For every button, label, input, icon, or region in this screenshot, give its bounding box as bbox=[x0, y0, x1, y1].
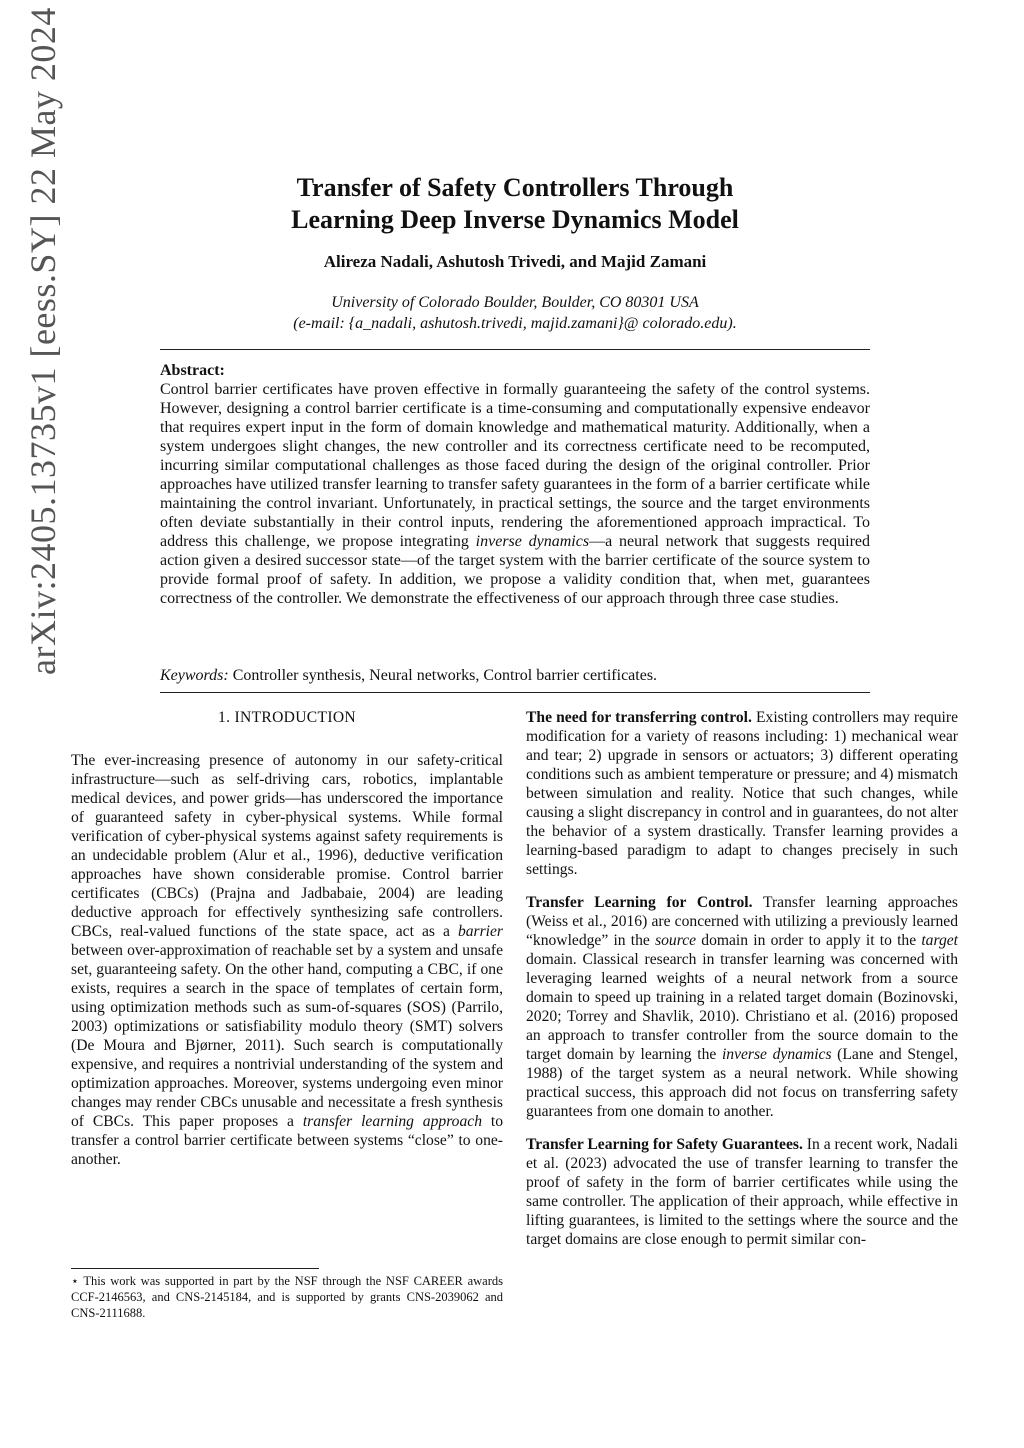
transfer-control-text-4: (Lane and Stengel, 1988) of the target system as a neural network. While showing practical success, this approach did not focus on transferring safety guarantees from one domain to another. bbox=[526, 1046, 959, 1120]
paragraph-heading-need: The need for transferring control. bbox=[526, 709, 752, 726]
paragraph-heading-safety: Transfer Learning for Safety Guarantees. bbox=[526, 1136, 803, 1153]
paragraph-need-for-transfer bbox=[526, 708, 958, 879]
paragraph-text-safety: In a recent work, Nadali et al. (2023) advocated the use of transfer learning to transfer the proof of safety in the form of barrier certificates while using the same controller. The application of their approach, while effective in lifting guarantees, is limited to the settings where the source and the target domains are close enough to permit similar con- bbox=[526, 1136, 958, 1248]
keywords-text: Controller synthesis, Neural networks, Control barrier certificates. bbox=[228, 667, 658, 684]
abstract-emphasis: inverse dynamics bbox=[475, 533, 590, 550]
abstract-text-2: —a neural network that suggests required action given a desired successor state—of the target system with the barrier certificate of the source system to provide formal proof of safety. In addition, we propose a validity condition that, when met, guarantees correctness of the controller. We demonstrate the effectiveness of our approach through three case studies. bbox=[160, 533, 870, 607]
intro-emphasis-transfer: transfer learning approach bbox=[302, 1113, 482, 1130]
footnote-rule bbox=[71, 1268, 319, 1269]
paragraph-heading-transfer-control: Transfer Learning for Control. bbox=[526, 894, 753, 911]
paragraph-transfer-control bbox=[526, 893, 958, 1121]
intro-emphasis-barrier: barrier bbox=[457, 923, 503, 940]
paragraph-text-need: Existing controllers may require modification for a variety of reasons including: 1) mechanical wear and tear; 2) upgrade in sensors or actuators; 3) different operating conditions such as ambient temperature or pressure; and 4) mismatch between simulation and reality. Notice that such changes, while causing a slight discrepancy in control and in guarantees, do not alter the behavior of a system drastically. Transfer learning provides a learning-based paradigm to adapt to changes precisely in such settings. bbox=[526, 709, 958, 878]
left-column bbox=[71, 708, 503, 1183]
emphasis-source: source bbox=[655, 932, 697, 949]
abstract-text-1: Control barrier certificates have proven effective in formally guaranteeing the safety of the control systems. However, designing a control barrier certificate is a time-consuming and computationally expensive endeavor that requires expert input in the form of domain knowledge and mathematical maturity. Additionally, when a system undergoes slight changes, the new controller and its correctness certificate need to be recomputed, incurring similar computational challenges as those faced during the design of the original controller. Prior approaches have utilized transfer learning to transfer safety guarantees in the form of a barrier certificate while maintaining the control invariant. Unfortunately, in practical settings, the source and the target environments often deviate substantially in their control inputs, rendering the aforementioned approach impractical. To address this challenge, we propose integrating bbox=[160, 381, 870, 550]
abstract-bottom-rule bbox=[160, 692, 870, 693]
intro-text-1: The ever-increasing presence of autonomy in our safety-critical infrastructure—such as self-driving cars, robotics, implantable medical devices, and power grids—has underscored the importance of guaranteed safety in cyber-physical systems. While formal verification of cyber-physical systems against safety requirements is an undecidable problem (Alur et al., 1996), deductive verification approaches have shown considerable promise. Control barrier certificates (CBCs) (Prajna and Jadbabaie, 2004) are leading deductive approach for effectively synthesizing safe controllers. CBCs, real-valued functions of the state space, act as a bbox=[71, 752, 503, 940]
keywords-line bbox=[160, 667, 870, 685]
right-column bbox=[526, 708, 958, 1263]
section-heading-introduction: 1. INTRODUCTION bbox=[218, 709, 356, 726]
arxiv-sidebar bbox=[22, 7, 72, 715]
affiliation-line-1: University of Colorado Boulder, Boulder, CO 80301 USA bbox=[331, 294, 699, 311]
transfer-control-text-3: domain. Classical research in transfer learning was concerned with leveraging learned weights of a neural network from a source domain to speed up training in a related target domain (Bozinovski, 2020; Torrey and Shavlik, 2010). Christiano et al. (2016) proposed an approach to transfer controller from the source domain to the target domain by learning the bbox=[526, 951, 958, 1063]
intro-text-2: between over-approximation of reachable set by a system and unsafe set, guaranteeing safety. On the other hand, computing a CBC, if one exists, requires a search in the space of templates of certain form, using optimization methods such as sum-of-squares (SOS) (Parrilo, 2003) optimizations or satisfiability modulo theory (SMT) solvers (De Moura and Bjørner, 2011). Such search is computationally expensive, and requires a nontrivial understanding of the system and optimization approaches. Moreover, systems undergoing even minor changes may render CBCs unusable and necessitate a fresh synthesis of CBCs. This paper proposes a bbox=[71, 942, 503, 1130]
keywords-label: Keywords: bbox=[160, 667, 229, 684]
intro-paragraph bbox=[71, 751, 503, 1169]
abstract-heading: Abstract: bbox=[160, 362, 225, 379]
paper-title bbox=[160, 172, 870, 236]
title-line-1: Transfer of Safety Controllers Through bbox=[296, 173, 734, 202]
affiliation bbox=[160, 292, 870, 334]
transfer-control-text-2: domain in order to apply it to the bbox=[696, 932, 922, 949]
affiliation-email: (e-mail: {a_nadali, ashutosh.trivedi, majid.zamani}@ colorado.edu). bbox=[293, 315, 737, 332]
abstract-block bbox=[160, 361, 870, 608]
intro-text-3: to transfer a control barrier certificate between systems “close” to one-another. bbox=[71, 1113, 504, 1168]
abstract-top-rule bbox=[160, 349, 870, 350]
emphasis-target: target bbox=[921, 932, 958, 949]
paragraph-safety-guarantees bbox=[526, 1135, 958, 1249]
arxiv-identifier: arXiv:2405.13735v1 [eess.SY] 22 May 2024 bbox=[23, 7, 63, 675]
emphasis-inverse-dynamics: inverse dynamics bbox=[721, 1046, 832, 1063]
transfer-control-text-1: Transfer learning approaches (Weiss et al., 2016) are concerned with utilizing a previously learned “knowledge” in the bbox=[526, 894, 959, 949]
footnote: ⋆ This work was supported in part by the NSF through the NSF CAREER awards CCF-2146563, and CNS-2145184, and is supported by grants CNS-2039062 and CNS-2111688. bbox=[71, 1274, 503, 1320]
author-list: Alireza Nadali, Ashutosh Trivedi, and Majid Zamani bbox=[323, 252, 707, 271]
title-line-2: Learning Deep Inverse Dynamics Model bbox=[291, 205, 739, 234]
